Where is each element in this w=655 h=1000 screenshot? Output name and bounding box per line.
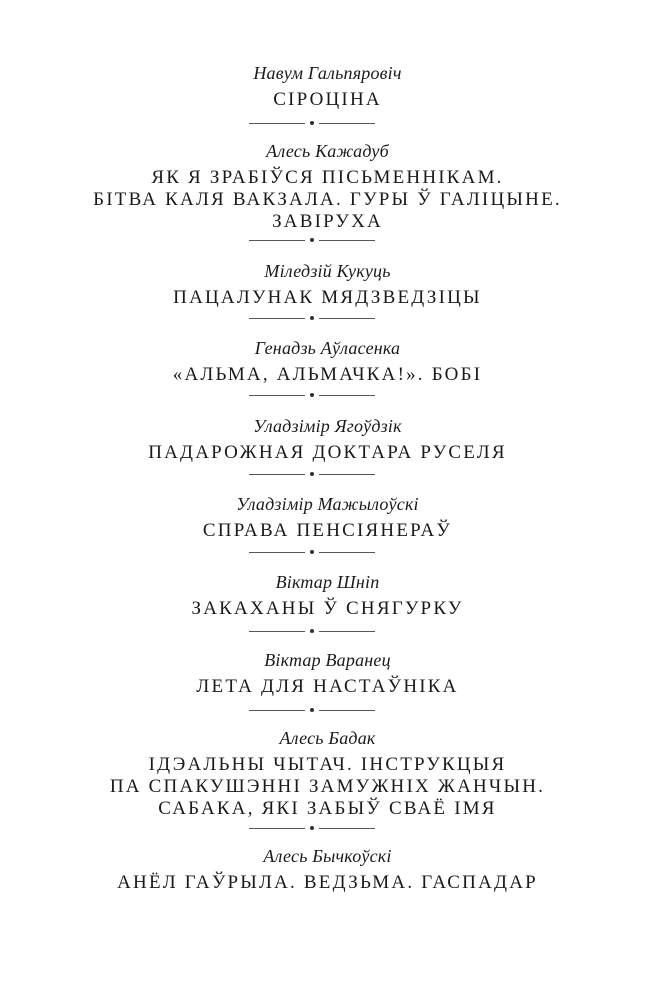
section-divider — [249, 826, 375, 831]
author-name: Віктар Варанец — [264, 650, 391, 670]
story-title-line: ПАДАРОЖНАЯ ДОКТАРА РУСЕЛЯ — [148, 442, 507, 463]
story-title-line: ЗАКАХАНЫ Ў СНЯГУРКУ — [191, 598, 464, 619]
contents-entry — [0, 728, 655, 820]
author-name: Алесь Бадак — [279, 728, 376, 748]
section-divider — [249, 629, 375, 634]
contents-entry — [0, 261, 655, 309]
contents-entry — [0, 338, 655, 386]
story-title — [0, 676, 655, 698]
story-title-line: САБАКА, ЯКІ ЗАБЫЎ СВАЁ ІМЯ — [158, 798, 497, 819]
author-name: Уладзімір Мажылоўскі — [236, 494, 419, 514]
story-title — [0, 872, 655, 894]
contents-entry — [0, 494, 655, 542]
story-title-line: ЛЕТА ДЛЯ НАСТАЎНІКА — [196, 676, 459, 697]
story-title-line: ЯК Я ЗРАБІЎСЯ ПІСЬМЕННІКАМ. — [151, 167, 504, 188]
author-name: Алесь Бычкоўскі — [263, 846, 392, 866]
author-name: Навум Гальпяровіч — [253, 63, 402, 83]
author-name: Уладзімір Ягоўдзік — [253, 416, 402, 436]
author-name: Міледзій Кукуць — [264, 261, 391, 281]
story-title-line: ПА СПАКУШЭННІ ЗАМУЖНІХ ЖАНЧЫН. — [109, 776, 546, 797]
contents-entry — [0, 650, 655, 698]
story-title — [0, 89, 655, 111]
story-title-line: СПРАВА ПЕНСІЯНЕРАЎ — [202, 520, 453, 541]
contents-entry — [0, 846, 655, 894]
story-title — [0, 167, 655, 233]
contents-entry — [0, 572, 655, 620]
story-title-line: ЗАВІРУХА — [272, 211, 383, 232]
section-divider — [249, 550, 375, 555]
section-divider — [249, 121, 375, 126]
story-title — [0, 442, 655, 464]
story-title-line: БІТВА КАЛЯ ВАКЗАЛА. ГУРЫ Ў ГАЛІЦЫНЕ. — [93, 189, 562, 210]
story-title — [0, 598, 655, 620]
story-title-line: «АЛЬМА, АЛЬМАЧКА!». БОБІ — [172, 364, 483, 385]
contents-entry — [0, 63, 655, 111]
story-title-line: СІРОЦІНА — [273, 89, 382, 110]
story-title — [0, 520, 655, 542]
author-name: Алесь Кажадуб — [266, 141, 389, 161]
story-title — [0, 754, 655, 820]
story-title — [0, 287, 655, 309]
section-divider — [249, 708, 375, 713]
section-divider — [249, 472, 375, 477]
story-title — [0, 364, 655, 386]
story-title-line: АНЁЛ ГАЎРЫЛА. ВЕДЗЬМА. ГАСПАДАР — [117, 872, 538, 893]
author-name: Генадзь Аўласенка — [254, 338, 401, 358]
author-name: Віктар Шніп — [275, 572, 380, 592]
section-divider — [249, 238, 375, 243]
story-title-line: ПАЦАЛУНАК МЯДЗВЕДЗІЦЫ — [173, 287, 482, 308]
contents-entry — [0, 141, 655, 233]
story-title-line: ІДЭАЛЬНЫ ЧЫТАЧ. ІНСТРУКЦЫЯ — [148, 754, 507, 775]
section-divider — [249, 316, 375, 321]
section-divider — [249, 393, 375, 398]
contents-entry — [0, 416, 655, 464]
